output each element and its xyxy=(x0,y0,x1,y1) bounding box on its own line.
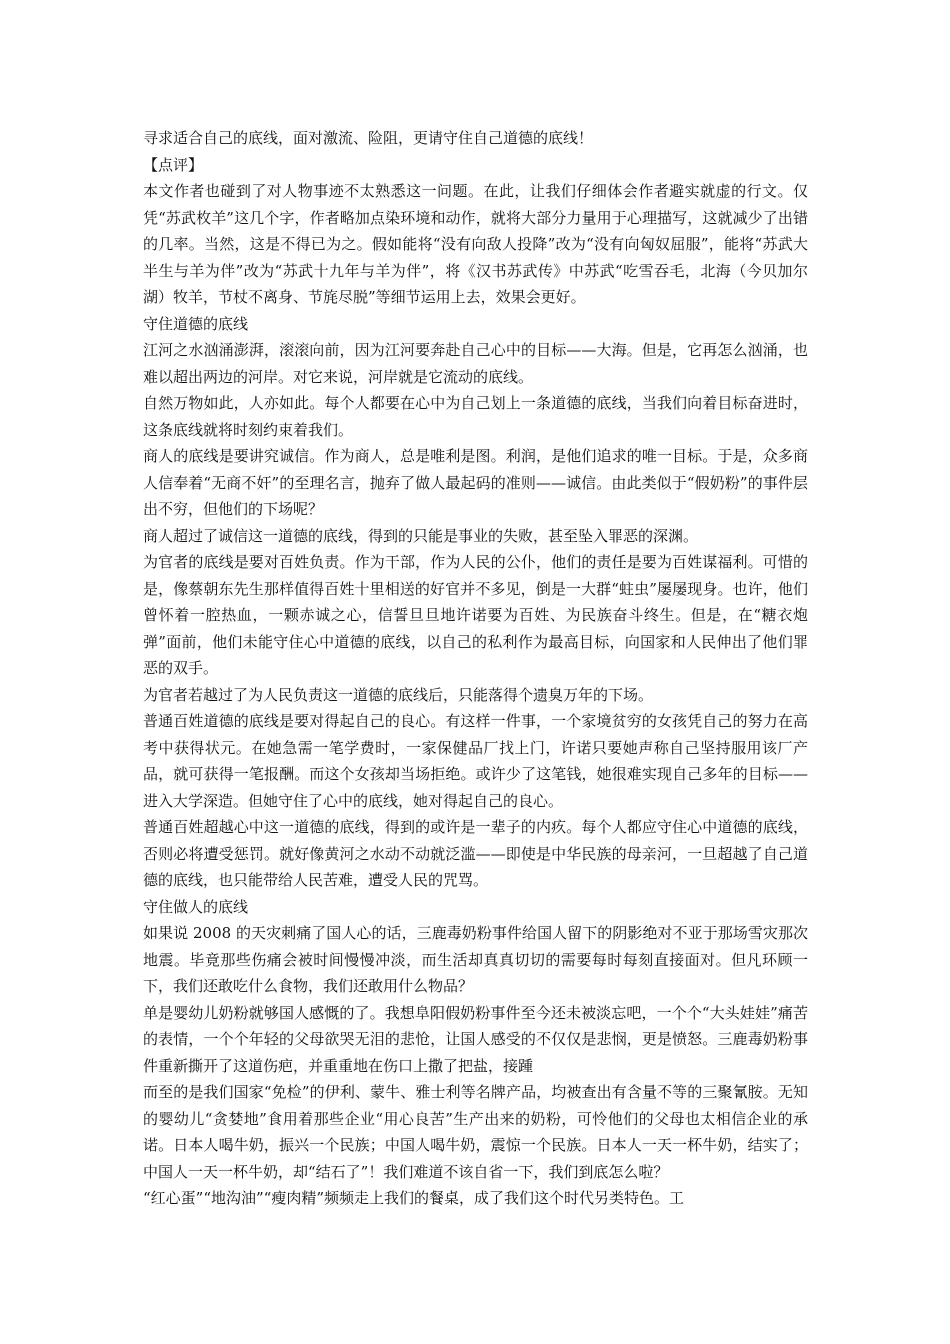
paragraph: 单是婴幼儿奶粉就够国人感慨的了。我想阜阳假奶粉事件至今还未被淡忘吧，一个个“大头娃娃”痛苦的表情，一个个年轻的父母欲哭无泪的悲怆，让国人感受的不仅仅是悲悯，更是愤怒。三鹿毒奶粉事件重新撕开了这道伤疤，并重重地在伤口上撒了把盐，接踵 xyxy=(143,1003,808,1075)
paragraph: 为官者的底线是要对百姓负责。作为干部，作为人民的公仆，他们的责任是要为百姓谋福利。可惜的是，像蔡朝东先生那样值得百姓十里相送的好官并不多见，倒是一大群“蛀虫”屡屡现身。也许，他们曾怀着一腔热血，一颗赤诚之心，信誓旦旦地许诺要为百姓、为民族奋斗终生。但是，在“糖衣炮弹”面前，他们未能守住心中道德的底线，以自己的私利作为最高目标，向国家和人民伸出了他们罪恶的双手。 xyxy=(143,553,808,677)
paragraph: 普通百姓道德的底线是要对得起自己的良心。有这样一件事，一个家境贫穷的女孩凭自己的努力在高考中获得状元。在她急需一笔学费时，一家保健品厂找上门，许诺只要她声称自己坚持服用该厂产品，就可获得一笔报酬。而这个女孩却当场拒绝。或许少了这笔钱，她很难实现自己多年的目标——进入大学深造。但她守住了心中的底线，她对得起自己的良心。 xyxy=(143,712,808,810)
paragraph: 商人超过了诚信这一道德的底线，得到的只能是事业的失败，甚至坠入罪恶的深渊。 xyxy=(143,526,699,545)
paragraph: 普通百姓超越心中这一道德的底线，得到的或许是一辈子的内疚。每个人都应守住心中道德的底线，否则必将遭受惩罚。就好像黄河之水动不动就泛滥——即使是中华民族的母亲河，一旦超越了自己道德的底线，也只能带给人民苦难，遭受人民的咒骂。 xyxy=(143,818,808,889)
essay-title: 守住做人的底线 xyxy=(143,897,249,916)
review-heading: 【点评】 xyxy=(143,155,204,174)
paragraph: 如果说 2008 的天灾刺痛了国人心的话，三鹿毒奶粉事件给国人留下的阴影绝对不亚于那场雪灾那次地震。毕竟那些伤痛会被时间慢慢冲淡，而生活却真真切切的需要每时每刻直接面对。但凡环顾一下，我们还敢吃什么食物，我们还敢用什么物品？ xyxy=(143,924,808,995)
paragraph: “红心蛋”“地沟油”“瘦肉精”频频走上我们的餐桌，成了我们这个时代另类特色。工 xyxy=(143,1189,685,1207)
paragraph: 本文作者也碰到了对人物事迹不太熟悉这一问题。在此，让我们仔细体会作者避实就虚的行文。仅凭“苏武枚羊”这几个字，作者略加点染环境和动作，就将大部分力量用于心理描写，这就减少了出错的几率。当然，这是不得已为之。假如能将“没有向敌人投降”改为“没有向匈奴屈服”，能将“苏武大半生与羊为伴”改为“苏武十九年与羊为伴”，将《汉书苏武传》中苏武“吃雪吞毛，北海（今贝加尔湖）牧羊，节杖不离身、节旄尽脱”等细节运用上去，效果会更好。 xyxy=(143,182,808,306)
essay-title: 守住道德的底线 xyxy=(143,314,249,333)
paragraph: 而至的是我们国家“免检”的伊利、蒙牛、雅士利等名牌产品，均被查出有含量不等的三聚氰胺。无知的婴幼儿“贪婪地”食用着那些企业“用心良苦”生产出来的奶粉，可怜他们的父母也太相信企业的承诺。日本人喝牛奶，振兴一个民族；中国人喝牛奶，震惊一个民族。日本人一天一杯牛奶，结实了；中国人一天一杯牛奶，却“结石了”！我们难道不该自省一下，我们到底怎么啦？ xyxy=(143,1083,808,1181)
paragraph: 自然万物如此，人亦如此。每个人都要在心中为自己划上一条道德的底线，当我们向着目标奋进时，这条底线就将时刻约束着我们。 xyxy=(143,394,808,439)
paragraph: 为官者若越过了为人民负责这一道德的底线后，只能落得个遗臭万年的下场。 xyxy=(143,685,654,704)
paragraph: 江河之水汹涌澎湃，滚滚向前，因为江河要奔赴自己心中的目标——大海。但是，它再怎么汹涌，也难以超出两边的河岸。对它来说，河岸就是它流动的底线。 xyxy=(143,341,808,386)
paragraph: 商人的底线是要讲究诚信。作为商人，总是唯利是图。利润，是他们追求的唯一目标。于是，众多商人信奉着“无商不奸”的至理名言，抛弃了做人最起码的准则——诚信。由此类似于“假奶粉”的事件层出不穷，但他们的下场呢？ xyxy=(143,447,808,518)
document-body xyxy=(143,125,808,1212)
paragraph: 寻求适合自己的底线，面对激流、险阻，更请守住自己道德的底线！ xyxy=(143,129,594,147)
